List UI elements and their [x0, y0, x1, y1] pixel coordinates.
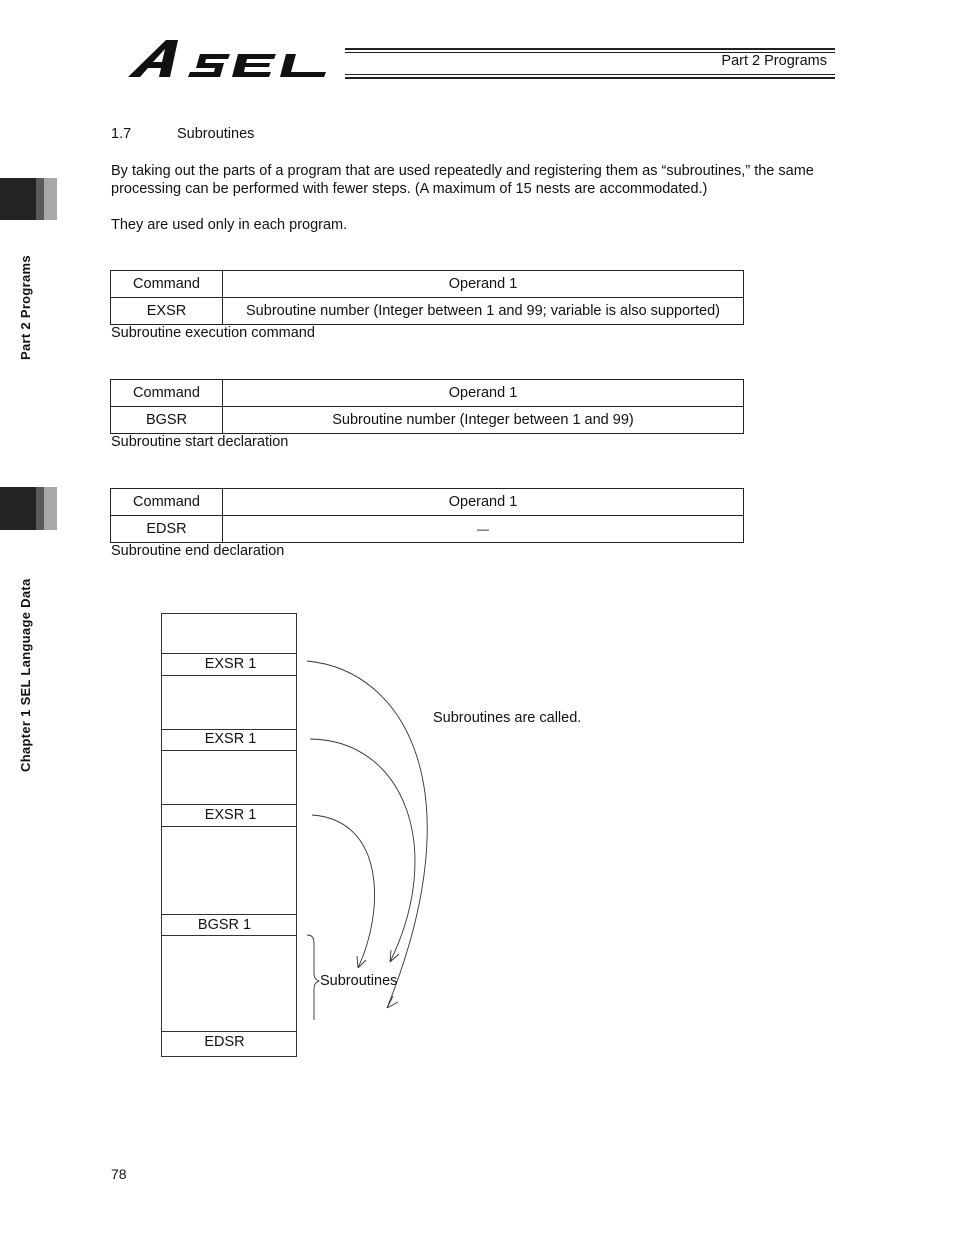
- header-rule: [345, 74, 835, 75]
- call-label: Subroutines are called.: [433, 710, 582, 726]
- command-table-exsr: [110, 270, 744, 325]
- paragraph: They are used only in each program.: [111, 217, 348, 233]
- page-number: 78: [111, 1166, 127, 1182]
- program-column: [161, 613, 297, 1057]
- call-arrow-middle: [310, 739, 415, 962]
- table-header-operand: Operand 1: [223, 489, 744, 516]
- table-cell-command: BGSR: [111, 407, 223, 434]
- block-exsr: EXSR 1: [204, 807, 257, 823]
- table-caption: Subroutine start declaration: [111, 434, 289, 450]
- table-cell-command: EDSR: [111, 516, 223, 543]
- asel-logo: [126, 34, 348, 84]
- call-arrows: [295, 650, 465, 1020]
- block-divider: [161, 914, 296, 915]
- call-arrow-inner: [312, 815, 375, 968]
- block-divider: [161, 729, 296, 730]
- block-divider: [161, 804, 296, 805]
- block-divider: [161, 826, 296, 827]
- block-edsr: EDSR: [204, 1034, 245, 1050]
- block-divider: [161, 935, 296, 936]
- call-arrow-outer: [307, 661, 427, 1008]
- side-tab-chapter: [0, 487, 36, 530]
- block-divider: [161, 675, 296, 676]
- side-label-part: Part 2 Programs: [18, 255, 33, 360]
- block-bgsr: BGSR 1: [197, 917, 252, 933]
- table-cell-operand: —: [223, 516, 744, 543]
- header-rule: [345, 77, 835, 79]
- section-number: 1.7: [111, 126, 132, 142]
- side-tab-part-accent: [44, 178, 57, 220]
- side-label-chapter: Chapter 1 SEL Language Data: [18, 578, 33, 772]
- call-arrow-outer-head: [387, 996, 398, 1008]
- block-divider: [161, 750, 296, 751]
- side-tab-part-accent: [36, 178, 44, 220]
- table-header-command: Command: [111, 271, 223, 298]
- side-tab-chapter-accent: [44, 487, 57, 530]
- command-table-edsr: [110, 488, 744, 543]
- block-exsr: EXSR 1: [204, 731, 257, 747]
- side-tab-chapter-accent: [36, 487, 44, 530]
- table-caption: Subroutine end declaration: [111, 543, 285, 559]
- header-section-title: Part 2 Programs: [721, 53, 827, 69]
- subroutine-brace: [307, 935, 319, 1020]
- block-divider: [161, 653, 296, 654]
- table-cell-operand: Subroutine number (Integer between 1 and 99): [223, 407, 744, 434]
- table-cell-command: EXSR: [111, 298, 223, 325]
- table-header-command: Command: [111, 489, 223, 516]
- paragraph: By taking out the parts of a program that are used repeatedly and registering them as “subroutines,” the same processing can be performed with fewer steps. (A maximum of 15 nests are accommodated.): [111, 163, 814, 197]
- block-divider: [161, 1031, 296, 1032]
- brace-label: Subroutines: [320, 973, 398, 989]
- table-header-operand: Operand 1: [223, 380, 744, 407]
- header-rule: [345, 48, 835, 50]
- table-header-command: Command: [111, 380, 223, 407]
- table-caption: Subroutine execution command: [111, 325, 315, 341]
- table-cell-operand: Subroutine number (Integer between 1 and 99; variable is also supported): [223, 298, 744, 325]
- command-table-bgsr: [110, 379, 744, 434]
- side-tab-part: [0, 178, 36, 220]
- block-exsr: EXSR 1: [204, 656, 257, 672]
- svg-text:ASEL: ASEL: [126, 34, 129, 35]
- table-header-operand: Operand 1: [223, 271, 744, 298]
- section-title: Subroutines: [177, 126, 255, 142]
